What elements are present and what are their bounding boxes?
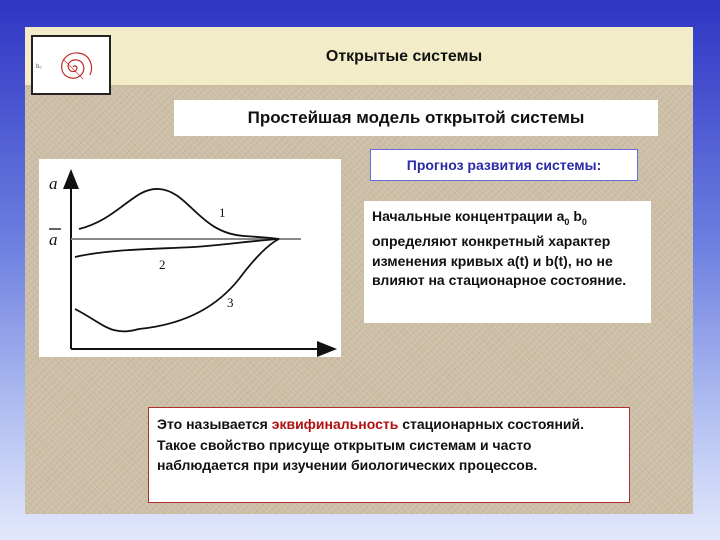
title-bar (25, 27, 693, 87)
initial-concentrations-note (364, 201, 651, 323)
curve-1 (79, 189, 279, 239)
steady-state-label: a (49, 230, 58, 249)
spiral-logo-icon (33, 37, 109, 93)
info-text-b: b (573, 208, 582, 224)
concentration-graph (39, 159, 341, 357)
conclusion-text-start: Это называется (157, 416, 272, 432)
svg-text:b₀: b₀ (36, 64, 42, 70)
equifinality-term: эквифинальность (271, 416, 399, 432)
curve-label-3: 3 (227, 295, 234, 310)
curve-label-2: 2 (159, 257, 166, 272)
forecast-label: Прогноз развития системы: (370, 149, 638, 181)
info-sub-b: 0 (581, 216, 587, 227)
info-sub-a: 0 (564, 216, 570, 227)
subtitle: Простейшая модель открытой системы (174, 100, 658, 136)
equifinality-note (148, 407, 630, 503)
slide (25, 27, 693, 514)
info-text-rest: определяют конкретный характер изменения кривых a(t) и b(t), но не влияют на стационарное состояние. (372, 233, 627, 289)
curve-2 (75, 239, 279, 257)
info-text-a: Начальные концентрации a (372, 208, 565, 224)
logo (31, 35, 111, 95)
y-axis-label: a (49, 174, 58, 193)
conclusion-text-rest: стационарных состояний. Такое свойство присуще открытым системам и часто наблюдается при изучении биологических процессов. (157, 416, 585, 473)
slide-title: Открытые системы (325, 48, 483, 65)
curve-label-1: 1 (219, 205, 226, 220)
